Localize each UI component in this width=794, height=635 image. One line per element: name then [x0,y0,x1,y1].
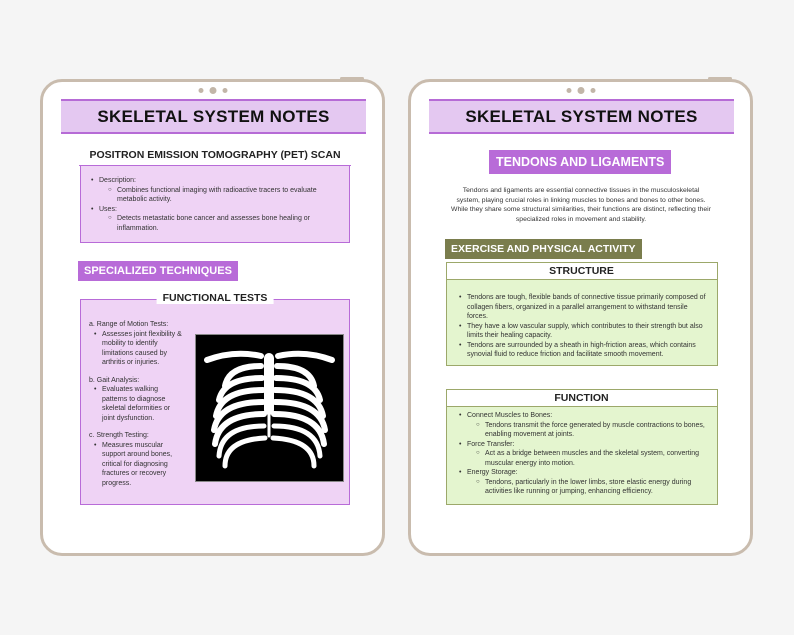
structure-heading: STRUCTURE [446,262,718,280]
structure-item: • They have a low vascular supply, which contributes to their strength but also limits their healing capacity. [458,322,708,341]
range-of-motion-label: a. Range of Motion Tests: [89,321,169,328]
exercise-activity-tag: EXERCISE AND PHYSICAL ACTIVITY [445,239,642,259]
force-label: Force Transfer: [467,440,515,448]
gait-analysis-label: b. Gait Analysis: [89,376,140,384]
pet-uses-label: Uses: [99,205,117,213]
gait-analysis-text: • Evaluates walking patterns to diagnose skeletal deformities or joint dysfunction. [93,385,184,423]
force-text: ○ Act as a bridge between muscles and the skeletal system, converting muscular energy into motion. [476,449,708,468]
page-title: SKELETAL SYSTEM NOTES [429,99,734,134]
right-tablet [408,79,753,556]
page-title: SKELETAL SYSTEM NOTES [61,99,366,134]
functional-tests-heading: FUNCTIONAL TESTS [157,292,274,304]
intro-paragraph: Tendons and ligaments are essential connective tissues in the musculoskeletal system, playing crucial roles in linking muscles to bones and bones to other bones. While they share some structural similarities, their functions are distinct, reflecting their specialized roles in movement and stability. [451,187,711,223]
pet-description-label: Description: [99,177,136,184]
ribcage-xray-image [196,335,343,481]
function-heading: FUNCTION [446,389,718,407]
structure-item: • Tendons are surrounded by a sheath in high-friction areas, which contains synovial fluid to reduce friction and facilitate smooth movement. [458,341,708,360]
function-box [446,392,718,505]
camera [566,87,595,94]
tablet-button [340,77,364,80]
structure-item: • Tendons are tough, flexible bands of connective tissue primarily composed of collagen fibers, organized in a parallel arrangement to withstand tensile forces. [458,293,708,322]
specialized-techniques-tag: SPECIALIZED TECHNIQUES [78,261,238,281]
energy-text: ○ Tendons, particularly in the lower limbs, store elastic energy during activities like running or jumping, enhancing efficiency. [476,478,708,497]
camera [198,87,227,94]
ribcage-icon [199,338,340,478]
tablet-button [708,77,732,80]
pet-description-text: ○ Combines functional imaging with radioactive tracers to evaluate metabolic activity. [108,186,342,205]
pet-uses-text: ○ Detects metastatic bone cancer and assesses bone healing or inflammation. [108,214,342,233]
left-tablet [40,79,385,556]
pet-scan-box [80,149,350,243]
energy-label: Energy Storage: [467,469,518,476]
connect-label: Connect Muscles to Bones: [467,412,553,419]
range-of-motion-text: • Assesses joint flexibility & mobility to identify limitations caused by arthritis or injuries. [93,330,184,368]
functional-tests-box [80,292,350,505]
pet-heading: POSITRON EMISSION TOMOGRAPHY (PET) SCAN [79,147,351,166]
strength-testing-text: • Measures muscular support around bones, critical for diagnosing fractures or recovery progress. [93,441,184,489]
strength-testing-label: c. Strength Testing: [89,432,149,439]
tendons-ligaments-tag: TENDONS AND LIGAMENTS [489,150,671,174]
connect-text: ○ Tendons transmit the force generated by muscle contractions to bones, enabling movement at joints. [476,421,708,440]
structure-box [446,265,718,366]
